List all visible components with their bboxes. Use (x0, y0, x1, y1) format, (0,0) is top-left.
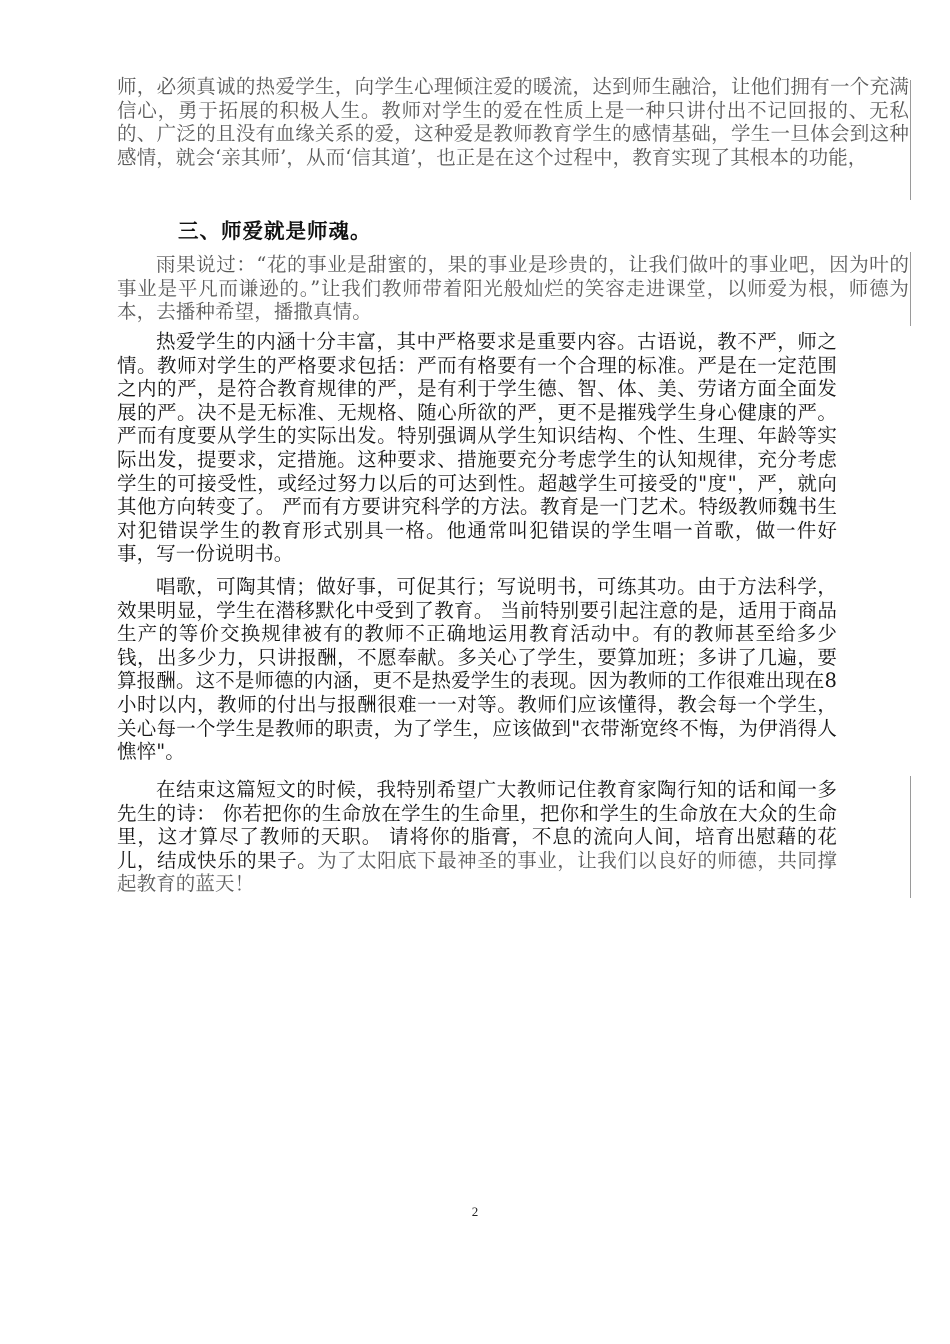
text-frame-edge-top (910, 80, 911, 200)
closing-paragraph (117, 778, 837, 896)
closing-paragraph-tail: 为了太阳底下最神圣的事业，让我们以良好的师德，共同撑起教育的蓝天！ (117, 848, 837, 896)
intro-paragraph: 师，必须真诚的热爱学生，向学生心理倾注爱的暖流，达到师生融洽，让他们拥有一个充满信心，勇于拓展的积极人生。教师对学生的爱在性质上是一种只讲付出不记回报的、无私的、广泛的且没有血缘关系的爱，这种爱是教师教育学生的感情基础，学生一旦体会到这种感情，就会‘亲其师’，从而‘信其道’，也正是在这个过程中，教育实现了其根本的功能， (117, 75, 909, 169)
section-heading: 三、师爱就是师魂。 (178, 219, 372, 243)
page-number: 2 (471, 1204, 479, 1219)
quote-paragraph: 雨果说过：“花的事业是甜蜜的，果的事业是珍贵的，让我们做叶的事业吧，因为叶的事业是平凡而谦逊的。”让我们教师带着阳光般灿烂的笑容走进课堂，以师爱为根，师德为本，去播种希望，播撒真情。 (117, 253, 909, 324)
closing-paragraph-main: 在结束这篇短文的时候，我特别希望广大教师记住教育家陶行知的话和闻一多先生的诗： 你若把你的生命放在学生的生命里，把你和学生的生命放在大众的生命里，这才算尽了教师的天职。 请将你的脂膏，不息的流向人间，培育出慰藉的花儿，结成快乐的果子。 (117, 778, 837, 872)
text-frame-edge-middle (910, 252, 911, 326)
text-frame-edge-bottom (910, 776, 911, 898)
method-paragraph: 唱歌，可陶其情；做好事，可促其行；写说明书，可练其功。由于方法科学，效果明显，学生在潜移默化中受到了教育。 当前特别要引起注意的是，适用于商品生产的等价交换规律被有的教师不正确地运用教育活动中。有的教师甚至给多少钱，出多少力，只讲报酬，不愿奉献。多关心了学生，要算加班；多讲了几遍，要算报酬。这不是师德的内涵，更不是热爱学生的表现。因为教师的工作很难出现在8小时以内，教师的付出与报酬很难一一对等。教师们应该懂得，教会每一个学生，关心每一个学生是教师的职责，为了学生，应该做到"衣带渐宽终不悔，为伊消得人憔悴"。 (117, 575, 837, 764)
strict-requirements-paragraph: 热爱学生的内涵十分丰富，其中严格要求是重要内容。古语说，教不严，师之情。教师对学生的严格要求包括：严而有格要有一个合理的标准。严是在一定范围之内的严，是符合教育规律的严，是有利于学生德、智、体、美、劳诸方面全面发展的严。决不是无标准、无规格、随心所欲的严，更不是摧残学生身心健康的严。 严而有度要从学生的实际出发。特别强调从学生知识结构、个性、生理、年龄等实际出发，提要求，定措施。这种要求、措施要充分考虑学生的认知规律，充分考虑学生的可接受性，或经过努力以后的可达到性。超越学生可接受的"度"，严，就向其他方向转变了。 严而有方要讲究科学的方法。教育是一门艺术。特级教师魏书生对犯错误学生的教育形式别具一格。他通常叫犯错误的学生唱一首歌，做一件好事，写一份说明书。 (117, 330, 837, 566)
